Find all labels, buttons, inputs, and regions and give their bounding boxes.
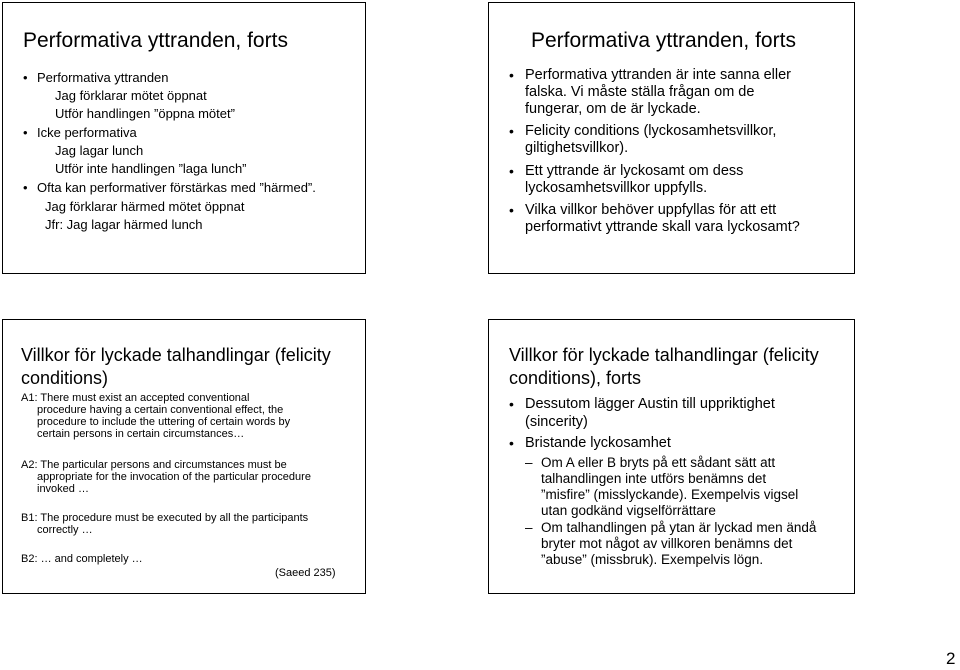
bullet-text: Bristande lyckosamhet (525, 435, 671, 451)
example-text: Jfr: Jag lagar härmed lunch (45, 217, 203, 232)
slide-title: Performativa yttranden, forts (23, 29, 288, 52)
bullet-text: fungerar, om de är lyckade. (525, 101, 701, 117)
example-text: Jag förklarar mötet öppnat (55, 88, 207, 103)
condition-a1: procedure to include the uttering of certain words by (37, 416, 291, 428)
bullet-text: Ofta kan performativer förstärkas med ”härmed”. (37, 180, 316, 195)
citation: (Saeed 235) (275, 567, 336, 579)
condition-a2: A2: The particular persons and circumstances must be (21, 459, 287, 471)
page-number: 2 (946, 649, 956, 668)
bullet-icon: • (509, 123, 514, 139)
bullet-text: Performativa yttranden är inte sanna eller (525, 67, 791, 83)
bullet-text: falska. Vi måste ställa frågan om de (525, 84, 755, 100)
bullet-text: Felicity conditions (lyckosamhetsvillkor, (525, 123, 777, 139)
bullet-icon: • (23, 70, 28, 85)
bullet-icon: • (509, 435, 514, 451)
sub-bullet-text: talhandlingen inte utförs benämns det (541, 471, 767, 486)
condition-a1: certain persons in certain circumstances… (37, 428, 245, 440)
example-text: Utför handlingen ”öppna mötet” (55, 106, 235, 121)
bullet-text: Vilka villkor behöver uppfyllas för att ett (525, 202, 777, 218)
bullet-icon: • (23, 125, 28, 140)
slide-title: Villkor för lyckade talhandlingar (felicity conditions) (21, 345, 331, 388)
bullet-text: Performativa yttranden (37, 70, 169, 85)
bullet-text: Ett yttrande är lyckosamt om dess (525, 163, 744, 179)
sub-bullet-text: ”misfire” (misslyckande). Exempelvis vigsel (541, 487, 799, 502)
condition-a1: procedure having a certain conventional effect, the (37, 404, 284, 416)
bullet-text: performativt yttrande skall vara lyckosamt? (525, 219, 800, 235)
bullet-icon: • (509, 202, 514, 218)
slide-performativa-1 (2, 2, 366, 274)
condition-b2: B2: … and completely … (21, 553, 143, 565)
bullet-text: (sincerity) (525, 414, 588, 430)
bullet-icon: • (23, 180, 28, 195)
bullet-icon: • (509, 163, 514, 179)
bullet-icon: • (509, 396, 514, 412)
dash-icon: – (525, 520, 533, 535)
bullet-icon: • (509, 67, 514, 83)
sub-bullet-text: ”abuse” (missbruk). Exempelvis lögn. (541, 552, 764, 567)
slide-performativa-2 (488, 2, 855, 274)
slide-felicity-conditions-forts (488, 319, 855, 594)
example-text: Utför inte handlingen ”laga lunch” (55, 161, 247, 176)
sub-bullet-text: Om A eller B bryts på ett sådant sätt att (541, 455, 776, 470)
condition-b1: B1: The procedure must be executed by all the participants (21, 512, 309, 524)
bullet-text: lyckosamhetsvillkor uppfylls. (525, 180, 708, 196)
bullet-text: Dessutom lägger Austin till uppriktighet (525, 396, 775, 412)
example-text: Jag förklarar härmed mötet öppnat (45, 199, 245, 214)
slide-title: Villkor för lyckade talhandlingar (felicity conditions), forts (509, 345, 819, 388)
dash-icon: – (525, 455, 533, 470)
bullet-text: giltighetsvillkor). (525, 140, 629, 156)
example-text: Jag lagar lunch (55, 143, 144, 158)
condition-a2: invoked … (37, 483, 89, 495)
slide-title: Performativa yttranden, forts (531, 29, 796, 52)
condition-b1: correctly … (37, 524, 93, 536)
slide-felicity-conditions (2, 319, 366, 594)
sub-bullet-text: utan godkänd vigselförrättare (541, 503, 716, 518)
sub-bullet-text: Om talhandlingen på ytan är lyckad men ändå (541, 520, 817, 535)
sub-bullet-text: bryter mot något av villkoren benämns det (541, 536, 793, 551)
condition-a2: appropriate for the invocation of the particular procedure (37, 471, 311, 483)
bullet-text: Icke performativa (37, 125, 137, 140)
condition-a1: A1: There must exist an accepted conventional (21, 392, 250, 404)
